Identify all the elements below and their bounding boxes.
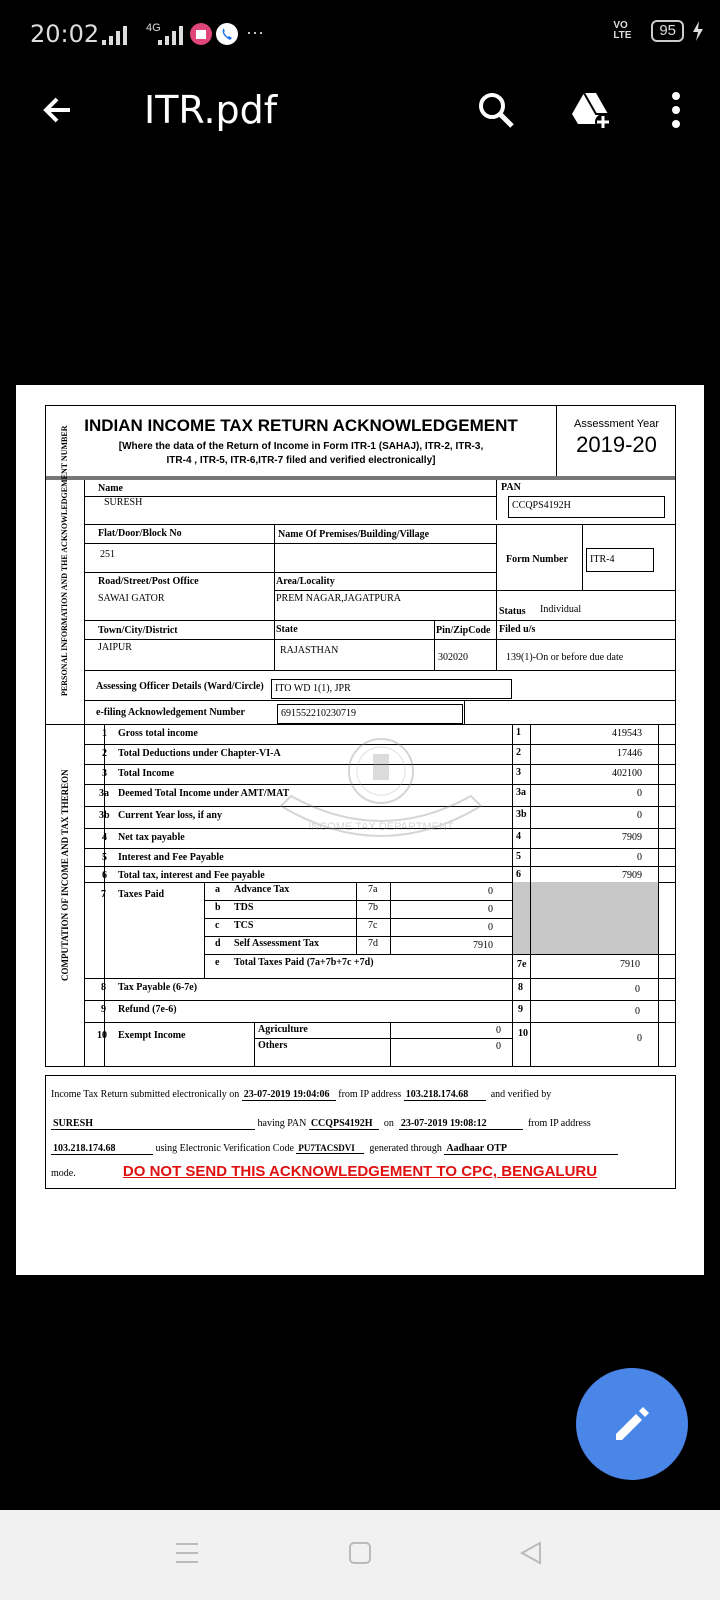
navigation-bar [0, 1510, 720, 1600]
state-value: RAJASTHAN [280, 645, 339, 656]
row-value: 7909 [622, 870, 642, 881]
search-icon[interactable] [476, 90, 516, 130]
row-value: 0 [635, 1006, 640, 1017]
row-number: 9 [101, 1004, 106, 1015]
flat-value: 251 [100, 549, 115, 560]
row-value: 17446 [617, 748, 642, 759]
phone-app-icon [216, 23, 238, 45]
tax-value: 0 [488, 904, 493, 915]
ao-field: ITO WD 1(1), JPR [271, 679, 512, 699]
verify-method: Aadhaar OTP [444, 1143, 618, 1155]
row-value: 0 [637, 852, 642, 863]
drive-add-icon[interactable] [570, 90, 610, 130]
tax-letter: b [215, 902, 221, 913]
section-personal-label: PERSONAL INFORMATION AND THE ACKNOWLEDGEMENT NUMBER [60, 425, 69, 696]
tax-code: 7d [368, 938, 378, 949]
verifier-pan: CCQPS4192H [309, 1118, 379, 1130]
subtitle-line-2: ITR-4 , ITR-5, ITR-6,ITR-7 filed and verified electronically] [166, 455, 436, 466]
assessment-year-box [556, 406, 676, 476]
row-code: 4 [516, 831, 521, 842]
submit-ip: 103.218.174.68 [404, 1089, 486, 1101]
assessment-year-label: Assessment Year [574, 418, 659, 430]
verif-text-3: and verified by [490, 1089, 552, 1100]
row-label: Tax Payable (6-7e) [118, 982, 198, 993]
flat-label: Flat/Door/Block No [98, 528, 182, 539]
filed-label: Filed u/s [499, 624, 536, 635]
others-value: 0 [496, 1041, 501, 1052]
row-label: Refund (7e-6) [118, 1004, 177, 1015]
tax-value: 7910 [473, 940, 493, 951]
verif-text-5: on [383, 1118, 394, 1129]
row-number: 3b [99, 810, 110, 821]
tax-divider [204, 918, 512, 919]
row-value: 402100 [612, 768, 642, 779]
agri-label: Agriculture [258, 1024, 308, 1035]
row-code: 1 [516, 727, 521, 738]
row-divider [84, 1000, 675, 1001]
row-number: 3a [99, 788, 109, 799]
section-computation-label: COMPUTATION OF INCOME AND TAX THEREON [60, 769, 70, 981]
form-title: INDIAN INCOME TAX RETURN ACKNOWLEDGEMENT [84, 416, 518, 435]
row-number: 2 [102, 748, 107, 759]
evc-code: PU7TACSDVI [296, 1143, 364, 1154]
others-label: Others [258, 1040, 288, 1051]
network-type: 4G [146, 22, 161, 34]
status-time: 20:02 [30, 20, 100, 48]
row-code: 8 [518, 982, 523, 993]
status-bar [0, 0, 720, 70]
area-value: PREM NAGAR,JAGATPURA [276, 593, 402, 604]
edit-pencil-icon [612, 1404, 652, 1444]
pin-label: Pin/ZipCode [436, 625, 491, 636]
status-label: Status [499, 606, 526, 617]
row-value: 0 [637, 788, 642, 799]
row-value: 0 [635, 984, 640, 995]
row-label: Total Income [118, 768, 175, 779]
shaded-cell [512, 882, 658, 954]
row-number: 1 [102, 728, 107, 739]
tax-code: 7c [368, 920, 378, 931]
row-label: Total Deductions under Chapter-VI-A [118, 748, 281, 759]
taxes-paid-label: Taxes Paid [118, 889, 165, 900]
battery-level: 95 [651, 20, 684, 42]
tax-letter: d [215, 938, 221, 949]
app-bar [0, 70, 720, 155]
charging-icon [692, 21, 704, 41]
verifier-name: SURESH [51, 1118, 255, 1130]
filed-value: 139(1)-On or before due date [506, 652, 624, 663]
premises-label: Name Of Premises/Building/Village [278, 529, 430, 540]
row-code: 9 [518, 1004, 523, 1015]
tax-label: Advance Tax [234, 884, 290, 895]
menu-icon[interactable] [174, 1540, 200, 1566]
calendar-app-icon [190, 23, 212, 45]
income-tax-seal-icon [276, 736, 486, 856]
row-label: Current Year loss, if any [118, 810, 222, 821]
exempt-code: 10 [518, 1028, 528, 1039]
row-label: Net tax payable [118, 832, 185, 843]
row-value: 7909 [622, 832, 642, 843]
verif-text-6: from IP address [527, 1118, 591, 1129]
total-taxes-letter: e [215, 957, 220, 968]
tax-letter: c [215, 920, 220, 931]
row-number: 6 [102, 870, 107, 881]
row-number: 5 [102, 852, 107, 863]
total-taxes-label: Total Taxes Paid (7a+7b+7c +7d) [234, 957, 374, 968]
tax-label: TCS [234, 920, 254, 931]
warning-notice: DO NOT SEND THIS ACKNOWLEDGEMENT TO CPC, BENGALURU [122, 1163, 598, 1180]
row-label: Deemed Total Income under AMT/MAT [118, 788, 290, 799]
tax-code: 7b [368, 902, 378, 913]
row-code: 3b [516, 809, 527, 820]
more-vert-icon[interactable] [656, 90, 696, 130]
status-value: Individual [540, 604, 582, 615]
pan-label: PAN [501, 482, 521, 493]
row-code: 3 [516, 767, 521, 778]
assessment-year-value: 2019-20 [576, 432, 657, 457]
row-value: 419543 [612, 728, 642, 739]
row-number: 3 [102, 768, 107, 779]
verif-text-9: generated through [369, 1143, 442, 1154]
tax-value: 0 [488, 886, 493, 897]
tax-label: Self Assessment Tax [234, 938, 320, 949]
row-divider [84, 866, 675, 867]
road-value: SAWAI GATOR [98, 593, 165, 604]
name-value: SURESH [104, 497, 143, 508]
verify-date: 23-07-2019 19:08:12 [399, 1118, 523, 1130]
form-number-label: Form Number [506, 554, 568, 565]
tax-value: 0 [488, 922, 493, 933]
town-value: JAIPUR [98, 642, 132, 653]
agri-value: 0 [496, 1025, 501, 1036]
tax-code: 7a [368, 884, 378, 895]
row-10-no: 10 [97, 1030, 107, 1041]
row-code: 5 [516, 851, 521, 862]
verif-text-4: having PAN [257, 1118, 307, 1129]
tax-col-divider [390, 882, 391, 954]
row-label: Interest and Fee Payable [118, 852, 224, 863]
form-subtitle [46, 440, 556, 468]
verif-text-7: using [155, 1143, 178, 1154]
row-code: 2 [516, 747, 521, 758]
tax-label: TDS [234, 902, 254, 913]
name-label: Name [98, 483, 123, 494]
ack-label: e-filing Acknowledgement Number [96, 707, 245, 718]
status-right [613, 20, 704, 42]
acknowledgement-form [45, 405, 676, 1067]
verif-text-8: Electronic Verification Code [179, 1143, 294, 1154]
subtitle-line-1: [Where the data of the Return of Income in Form ITR-1 (SAHAJ), ITR-2, ITR-3, [118, 441, 484, 452]
verif-text-2: from IP address [338, 1089, 402, 1100]
row-7-no: 7 [101, 889, 106, 900]
row-code: 6 [516, 869, 521, 880]
row-label: Total tax, interest and Fee payable [118, 870, 265, 881]
volte-indicator: VO LTE [613, 20, 632, 41]
tax-divider [204, 900, 512, 901]
seal-text: INCOME TAX DEPARTMENT [308, 821, 454, 833]
more-notifications-icon: ··· [246, 22, 264, 42]
ack-field: 691552210230719 [277, 704, 463, 724]
town-label: Town/City/District [98, 625, 178, 636]
form-number-field: ITR-4 [586, 548, 654, 572]
form-header [46, 406, 675, 480]
row-label: Gross total income [118, 728, 198, 739]
exempt-label: Exempt Income [118, 1030, 186, 1041]
row-code: 3a [516, 787, 526, 798]
pin-value: 302020 [438, 652, 468, 663]
verif-text-10: mode. [51, 1168, 76, 1179]
back-arrow-icon[interactable] [38, 90, 78, 130]
back-triangle-icon[interactable] [518, 1540, 544, 1566]
ao-label: Assessing Officer Details (Ward/Circle) [96, 681, 264, 692]
area-label: Area/Locality [276, 576, 335, 587]
total-taxes-code: 7e [517, 959, 527, 970]
home-square-icon[interactable] [347, 1540, 373, 1566]
row-number: 8 [101, 982, 106, 993]
submit-date: 23-07-2019 19:04:06 [242, 1089, 336, 1101]
pan-field: CCQPS4192H [508, 496, 665, 518]
row-number: 4 [102, 832, 107, 843]
signal-icon-2 [158, 24, 186, 46]
exempt-value: 0 [637, 1033, 642, 1044]
verify-ip: 103.218.174.68 [51, 1143, 153, 1155]
tax-col-divider [356, 882, 357, 954]
document-title: ITR.pdf [144, 88, 278, 132]
tax-letter: a [215, 884, 220, 895]
row-value: 0 [637, 810, 642, 821]
pdf-page[interactable] [16, 385, 704, 1275]
tax-divider [204, 936, 512, 937]
total-taxes-value: 7910 [620, 959, 640, 970]
signal-icon [102, 24, 130, 46]
row-divider [84, 1022, 675, 1023]
edit-fab[interactable] [576, 1368, 688, 1480]
verif-text-1: Income Tax Return submitted electronically on [51, 1089, 240, 1100]
state-label: State [276, 624, 298, 635]
road-label: Road/Street/Post Office [98, 576, 199, 587]
